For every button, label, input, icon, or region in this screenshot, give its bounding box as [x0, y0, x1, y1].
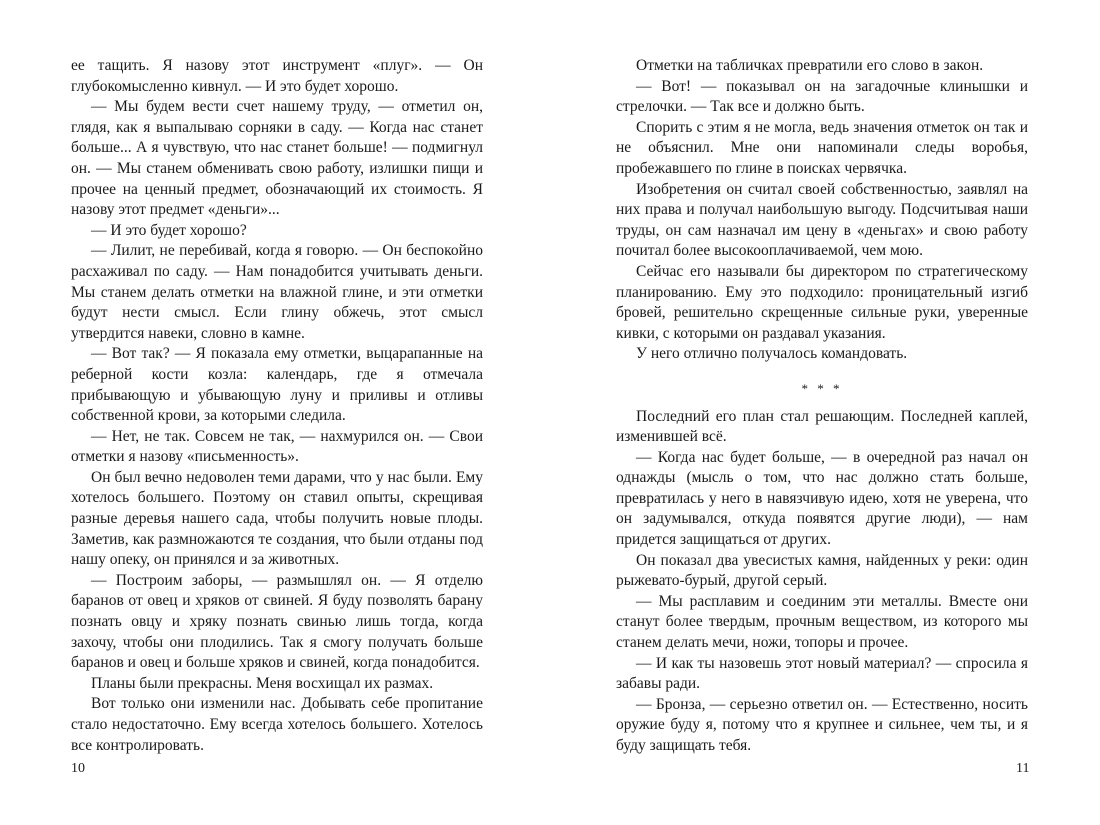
paragraph: Планы были прекрасны. Меня восхищал их размах.: [91, 674, 434, 692]
right-page-text: [616, 56, 1028, 757]
paragraph: ее тащить. Я назову этот инструмент «плуг». — Он глубокомысленно кивнул. — И это будет хорошо.: [71, 57, 483, 95]
paragraph: Он был вечно недоволен теми дарами, что у нас были. Ему хотелось большего. Поэтому он ставил опыты, скрещивая разные деревья нашего сада, чтобы получить новые плоды. Заметив, как размножаются те создания, что были отданы под нашу опеку, он принялся и за животных.: [71, 468, 483, 569]
paragraph: — И как ты назовешь этот новый материал? — спросила я забавы ради.: [616, 654, 1028, 693]
paragraph: — Мы будем вести счет нашему труду, — отметил он, глядя, как я выпалываю сорняки в саду. — Когда нас станет больше... А я чувствую, что нас станет больше! — подмигнул он. — Мы станем обменивать свою работу, излишки пищи и прочее на ценный предмет, обозначающий их стоимость. Я назову этот предмет «деньги»...: [71, 98, 483, 219]
page-number: 11: [1016, 761, 1030, 776]
paragraph: — Бронза, — серьезно ответил он. — Естественно, носить оружие буду я, потому что я крупнее и сильнее, чем ты, и я буду защищать тебя.: [616, 695, 1028, 754]
paragraph: — И это будет хорошо?: [91, 221, 247, 239]
paragraph: Спорить с этим я не могла, ведь значения отметок он так и не объяснил. Мне они напоминали следы воробья, пробежавшего по глине в поисках червячка.: [616, 118, 1028, 177]
paragraph: — Мы расплавим и соединим эти металлы. Вместе они станут более твердым, прочным веществом, из которого мы станем делать мечи, ножи, топоры и прочее.: [616, 592, 1028, 652]
paragraph: — Построим заборы, — размышлял он. — Я отделю баранов от овец и хряков от свиней. Я буду позволять барану познать овцу и хряку познать свинью лишь тогда, когда захочу, чтобы они плодились. Так я смогу получать больше баранов и овец и больше хряков и свиней, когда понадобится.: [71, 571, 483, 672]
paragraph: Вот только они изменили нас. Добывать себе пропитание стало недостаточно. Ему всегда хотелось большего. Хотелось все контролировать.: [71, 695, 483, 754]
paragraph: — Вот так? — Я показала ему отметки, выцарапанные на реберной кости козла: календарь, где я отмечала прибывающую и убывающую луну и приливы и отливы собственной крови, за которыми следила.: [71, 345, 483, 425]
page-number: 10: [71, 761, 85, 776]
paragraph: Последний его план стал решающим. Последней каплей, изменившей всё.: [616, 407, 1028, 446]
paragraph: Отметки на табличках превратили его слово в закон.: [636, 57, 984, 74]
paragraph: — Когда нас будет больше, — в очередной раз начал он однажды (мысль о том, что нас должно стать больше, превратилась у него в навязчивую идею, хотя не уверена, что он задумывался, откуда появятся другие люди), — нам придется защищаться от других.: [616, 448, 1028, 549]
paragraph: Изобретения он считал своей собственностью, заявлял на них права и получал наибольшую выгоду. Подсчитывая наши труды, он сам назначал им цену в «деньгах» и свою работу почитал более высокооплачиваемой, чем мою.: [616, 180, 1028, 260]
paragraph: — Вот! — показывал он на загадочные клинышки и стрелочки. — Так все и должно быть.: [616, 77, 1028, 116]
right-page: [616, 56, 1028, 757]
section-break: * * *: [801, 380, 843, 396]
paragraph: У него отлично получалось командовать.: [636, 345, 908, 363]
left-page: [71, 56, 483, 756]
paragraph: Сейчас его называли бы директором по стратегическому планированию. Ему это подходило: проницательный изгиб бровей, решительно скрещенные сильные руки, уверенные кивки, с которыми он раздавал указания.: [616, 262, 1028, 342]
paragraph: Он показал два увесистых камня, найденных у реки: один рыжевато-бурый, другой серый.: [616, 551, 1028, 590]
paragraph: — Лилит, не перебивай, когда я говорю. — Он беспокойно расхаживал по саду. — Нам понадобится учитывать деньги. Мы станем делать отметки на влажной глине, и эти отметки будут нести смысл. Если глину обжечь, этот смысл утвердится навеки, словно в камне.: [71, 242, 483, 342]
paragraph: — Нет, не так. Совсем не так, — нахмурился он. — Свои отметки я назову «письменность».: [71, 427, 483, 466]
left-page-text: [71, 56, 483, 756]
